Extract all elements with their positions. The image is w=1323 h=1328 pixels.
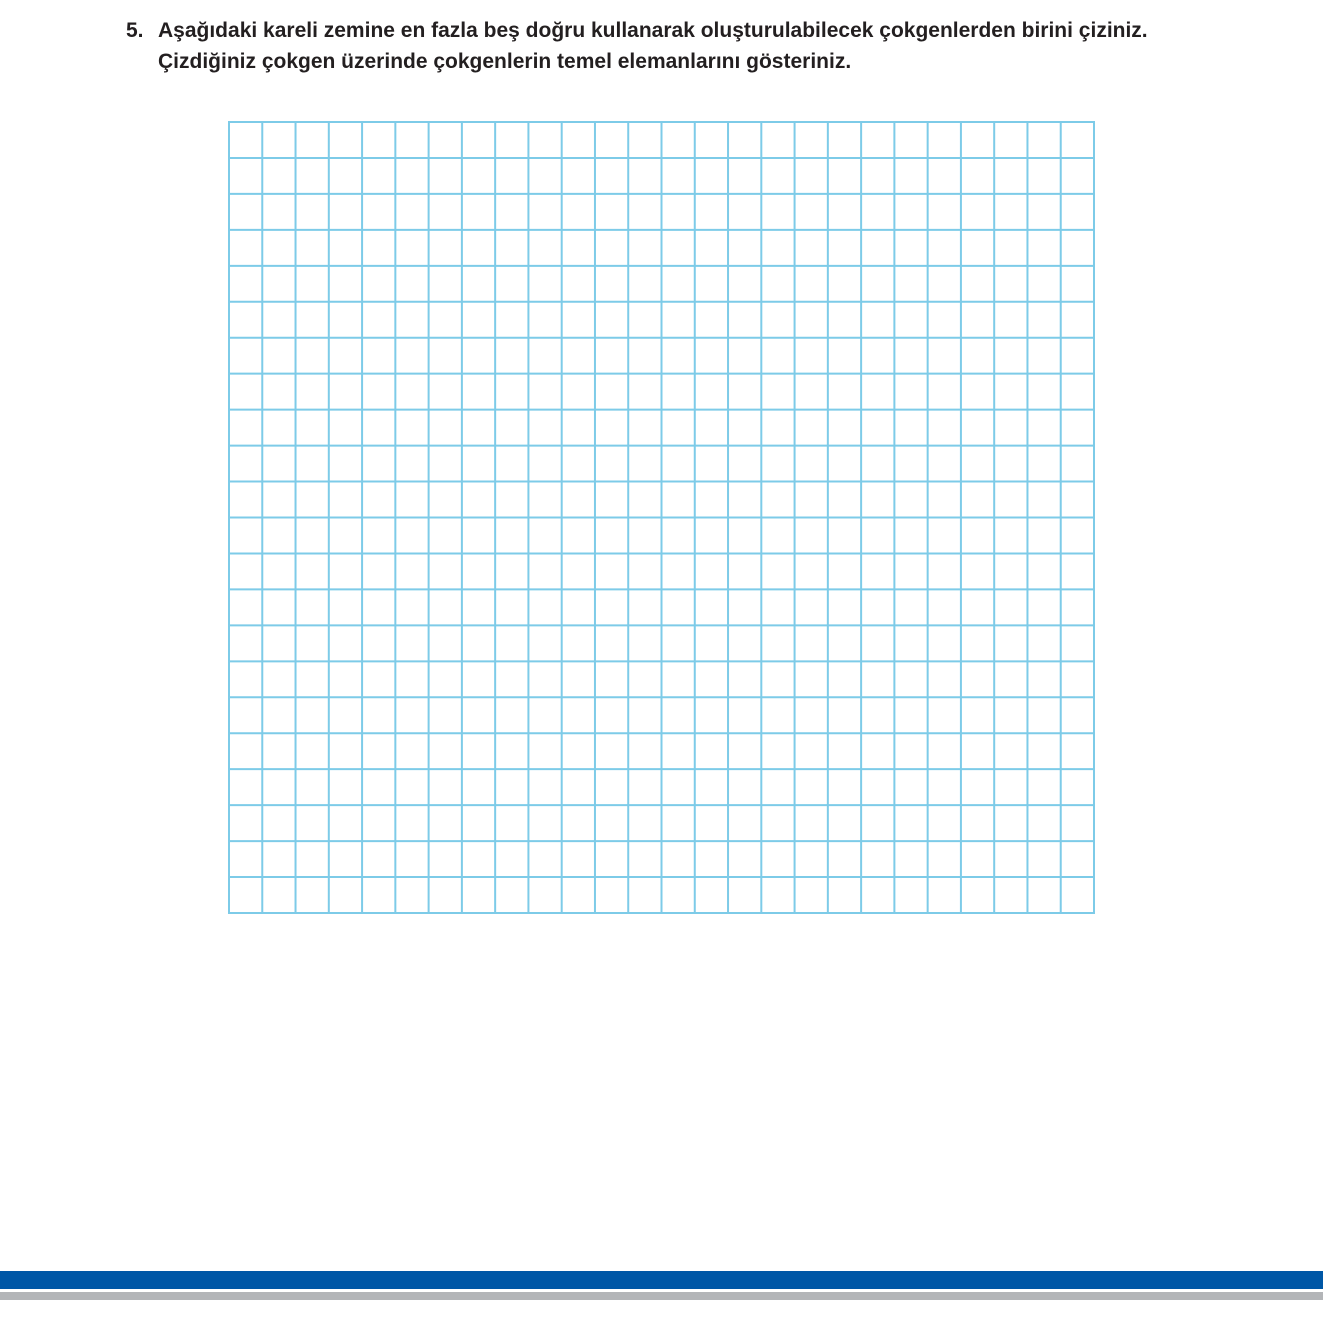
question-text-line-1: Aşağıdaki kareli zemine en fazla beş doğru kullanarak oluşturulabilecek çokgenlerden birini çiziniz.	[158, 19, 1148, 42]
grid-lines	[228, 121, 1095, 914]
question-number: 5.	[126, 19, 144, 42]
question-text-line-2: Çizdiğiniz çokgen üzerinde çokgenlerin temel elemanlarını gösteriniz.	[158, 50, 852, 73]
footer-bar	[0, 1271, 1323, 1289]
square-grid[interactable]	[228, 121, 1095, 914]
footer-stripe	[0, 1292, 1323, 1300]
question	[126, 15, 1276, 77]
